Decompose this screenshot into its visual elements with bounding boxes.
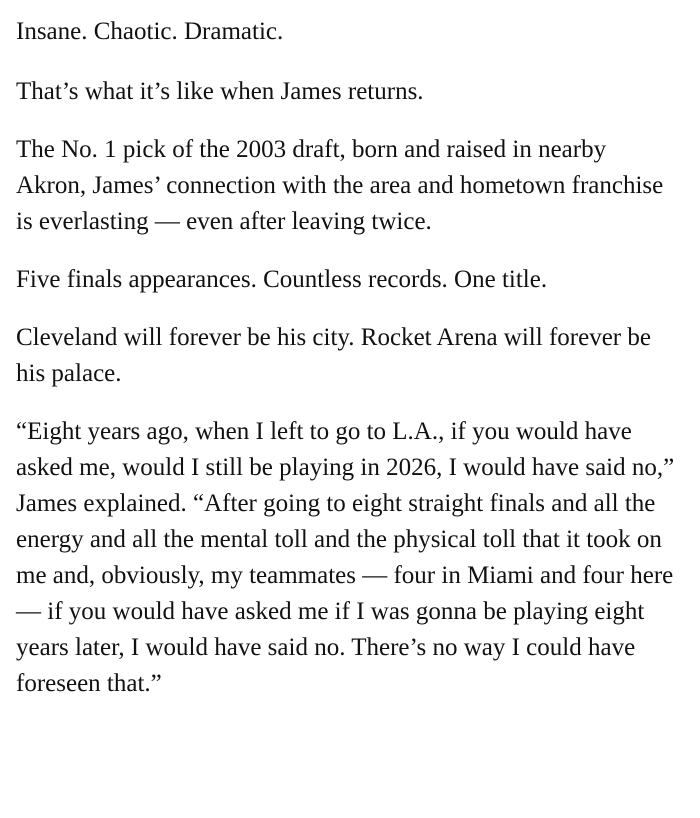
paragraph-city: Cleveland will forever be his city. Rocket Arena will forever be his palace. — [16, 324, 651, 387]
paragraph-tagline: Insane. Chaotic. Dramatic. — [16, 18, 284, 45]
paragraph-intro: That’s what it’s like when James returns. — [16, 78, 424, 105]
paragraph-quote: “Eight years ago, when I left to go to L.A., if you would have asked me, would I still be playing in 2026, I would have said no,” James explained. “After going to eight straight finals and all the energy and all the mental toll and the physical toll that it took on me and, obviously, my teammates — four in Miami and four here — if you would have asked me if I was gonna be playing eight years later, I would have said no. There’s no way I could have foreseen that.” — [16, 418, 675, 697]
paragraph-background: The No. 1 pick of the 2003 draft, born and raised in nearby Akron, James’ connection with the area and hometown franchise is everlasting — even after leaving twice. — [16, 136, 664, 235]
paragraph-achievements: Five finals appearances. Countless records. One title. — [16, 266, 548, 293]
